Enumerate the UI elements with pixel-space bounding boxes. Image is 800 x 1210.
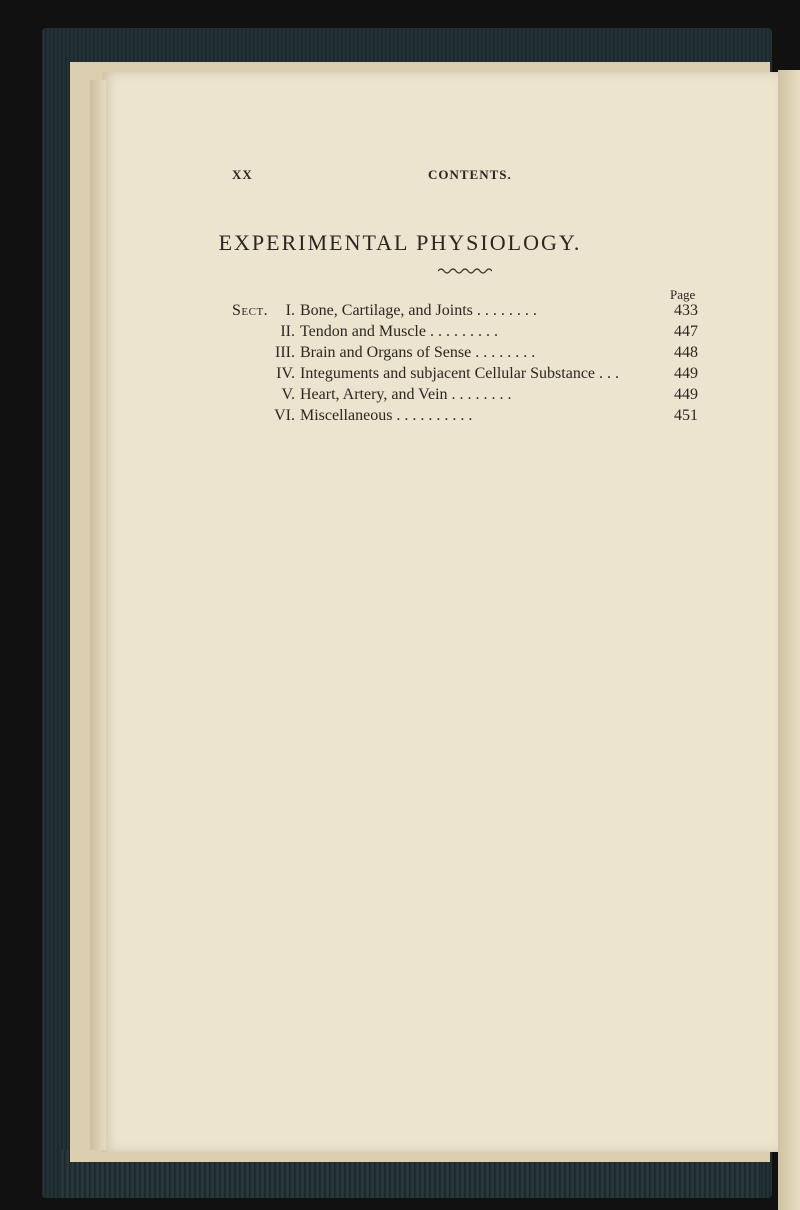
toc-page: 451 [674,407,698,424]
page-column-label: Page [670,287,696,302]
page-number: XX [232,167,253,182]
toc-entry: Miscellaneous . . . . . . . . . . [300,407,473,424]
running-head [0,167,800,187]
toc-numeral: IV. [276,365,295,382]
wavy-rule-ornament [438,266,492,276]
toc-numeral: II. [280,323,295,340]
toc-numeral: V. [281,386,295,403]
toc-row [0,302,800,324]
toc-entry: Bone, Cartilage, and Joints . . . . . . . . [300,302,537,319]
toc-prefix: Sect. [232,302,269,319]
toc-entry: Integuments and subjacent Cellular Substance . . . [300,365,620,382]
toc-page: 447 [674,323,698,340]
toc-page: 433 [674,302,698,319]
toc-page: 448 [674,344,698,361]
toc-page: 449 [674,386,698,403]
toc-numeral: I. [285,302,295,319]
toc-page: 449 [674,365,698,382]
toc-row [0,365,800,387]
toc-entry: Tendon and Muscle . . . . . . . . . [300,323,498,340]
toc-row [0,407,800,429]
running-title: CONTENTS. [428,167,512,182]
toc-numeral: VI. [274,407,295,424]
toc-row [0,386,800,408]
toc-row [0,344,800,366]
section-heading: EXPERIMENTAL PHYSIOLOGY. [218,230,582,255]
toc-entry: Brain and Organs of Sense . . . . . . . . [300,344,536,361]
toc-numeral: III. [275,344,295,361]
toc-row [0,323,800,345]
toc-entry: Heart, Artery, and Vein . . . . . . . . [300,386,512,403]
